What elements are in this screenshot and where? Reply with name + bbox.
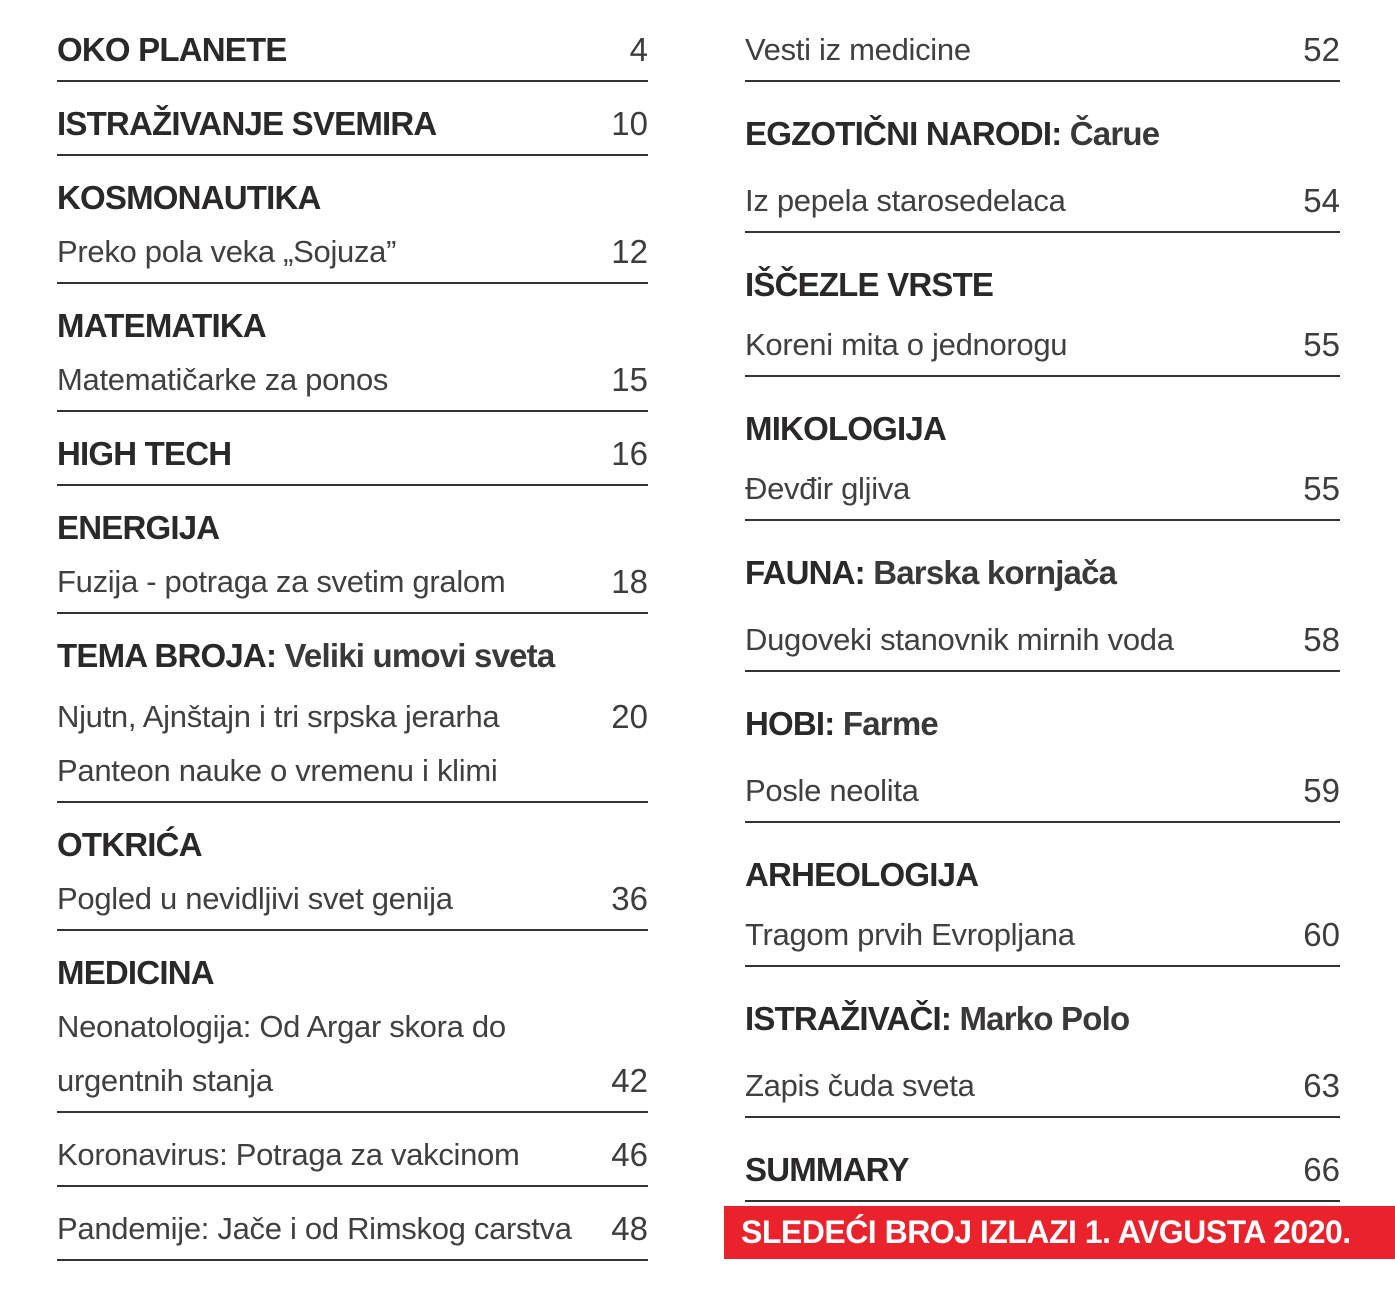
entry-page-number: 36 xyxy=(611,880,648,917)
toc-entry xyxy=(57,358,648,412)
toc-section-header xyxy=(57,823,648,867)
entry-title: Neonatologija: Od Argar skora do xyxy=(57,1009,506,1044)
entry-title: MIKOLOGIJA xyxy=(745,410,947,447)
entry-page-number: 55 xyxy=(1303,470,1340,507)
next-issue-banner-text: SLEDEĆI BROJ IZLAZI 1. AVGUSTA 2020. xyxy=(741,1214,1351,1250)
toc-section-header xyxy=(745,702,1340,753)
toc-section-header xyxy=(57,506,648,550)
toc-entry xyxy=(57,1005,648,1049)
entry-page-number: 4 xyxy=(629,31,648,68)
entry-page-number: 20 xyxy=(611,698,648,735)
toc-section-header xyxy=(57,102,648,156)
entry-title: Pogled u nevidljivi svet genija xyxy=(57,881,453,916)
toc-entry xyxy=(745,618,1340,672)
entry-title: HIGH TECH xyxy=(57,435,232,472)
entry-page-number: 52 xyxy=(1303,31,1340,68)
toc-entry xyxy=(57,1207,648,1261)
entry-page-number: 12 xyxy=(611,233,648,270)
entry-topic-label: Farme xyxy=(834,705,938,742)
entry-title: OTKRIĆA xyxy=(57,826,202,863)
entry-title: IŠČEZLE VRSTE xyxy=(745,266,994,303)
entry-title: Dugoveki stanovnik mirnih voda xyxy=(745,622,1174,657)
next-issue-banner xyxy=(724,1206,1395,1259)
entry-title: Iz pepela starosedelaca xyxy=(745,183,1066,218)
entry-category-label: FAUNA: xyxy=(745,554,865,591)
toc-section-header xyxy=(745,263,1340,307)
toc-section-header xyxy=(57,28,648,82)
entry-topic-label: Marko Polo xyxy=(951,1000,1130,1037)
entry-page-number: 59 xyxy=(1303,772,1340,809)
entry-title: Preko pola veka „Sojuza” xyxy=(57,234,397,269)
entry-title: SUMMARY xyxy=(745,1151,909,1188)
toc-entry xyxy=(745,769,1340,823)
toc-column-right xyxy=(745,28,1340,1202)
toc-entry xyxy=(745,179,1340,233)
toc-entry xyxy=(745,28,1340,82)
entry-topic-label: Veliki umovi sveta xyxy=(276,637,555,674)
entry-title: Vesti iz medicine xyxy=(745,32,971,67)
entry-page-number: 46 xyxy=(611,1136,648,1173)
entry-title: Matematičarke za ponos xyxy=(57,362,389,397)
entry-title: OKO PLANETE xyxy=(57,31,287,68)
entry-page-number: 15 xyxy=(611,361,648,398)
entry-title: MEDICINA xyxy=(57,954,214,991)
entry-title: urgentnih stanja xyxy=(57,1063,273,1098)
toc-column-left xyxy=(57,28,648,1261)
entry-topic-label: Barska kornjača xyxy=(864,554,1117,591)
toc-entry xyxy=(57,1133,648,1187)
entry-title: Fuzija - potraga za svetim gralom xyxy=(57,564,506,599)
toc-section-header xyxy=(745,551,1340,602)
entry-title: Posle neolita xyxy=(745,773,919,808)
entry-category-label: ISTRAŽIVAČI: xyxy=(745,1000,952,1037)
entry-title: KOSMONAUTIKA xyxy=(57,179,321,216)
entry-page-number: 48 xyxy=(611,1210,648,1247)
toc-section-header xyxy=(745,997,1340,1048)
toc-section-header xyxy=(57,634,648,685)
toc-section-header xyxy=(57,432,648,486)
entry-page-number: 60 xyxy=(1303,916,1340,953)
entry-title: Đevđir gljiva xyxy=(745,471,910,506)
toc-section-header xyxy=(57,176,648,220)
entry-page-number: 16 xyxy=(611,435,648,472)
toc-section-header xyxy=(57,304,648,348)
entry-title: ISTRAŽIVANJE SVEMIRA xyxy=(57,105,437,142)
entry-page-number: 58 xyxy=(1303,621,1340,658)
toc-entry xyxy=(745,1064,1340,1118)
entry-page-number: 66 xyxy=(1303,1151,1340,1188)
entry-title: Pandemije: Jače i od Rimskog carstva xyxy=(57,1211,572,1246)
entry-page-number: 63 xyxy=(1303,1067,1340,1104)
entry-title: ARHEOLOGIJA xyxy=(745,856,979,893)
toc-entry xyxy=(57,230,648,284)
entry-title xyxy=(745,997,1129,1048)
entry-category-label: EGZOTIČNI NARODI: xyxy=(745,115,1062,152)
toc-entry xyxy=(57,749,648,803)
entry-title xyxy=(745,702,938,753)
toc-entry xyxy=(745,467,1340,521)
entry-category-label: HOBI: xyxy=(745,705,835,742)
entry-title: ENERGIJA xyxy=(57,509,220,546)
entry-title: Panteon nauke o vremenu i klimi xyxy=(57,753,498,788)
entry-title: Tragom prvih Evropljana xyxy=(745,917,1075,952)
entry-category-label: TEMA BROJA: xyxy=(57,637,277,674)
entry-title: Koronavirus: Potraga za vakcinom xyxy=(57,1137,520,1172)
entry-title: Njutn, Ajnštajn i tri srpska jerarha xyxy=(57,699,500,734)
toc-section-header xyxy=(745,1148,1340,1202)
toc-section-header xyxy=(57,951,648,995)
entry-title: Zapis čuda sveta xyxy=(745,1068,975,1103)
toc-entry xyxy=(745,913,1340,967)
entry-title xyxy=(745,112,1159,163)
entry-title xyxy=(745,551,1116,602)
entry-title xyxy=(57,634,554,685)
entry-page-number: 10 xyxy=(611,105,648,142)
toc-entry xyxy=(57,695,648,739)
toc-section-header xyxy=(745,853,1340,897)
entry-page-number: 18 xyxy=(611,563,648,600)
entry-topic-label: Čarue xyxy=(1061,115,1160,152)
entry-title: Koreni mita o jednorogu xyxy=(745,327,1068,362)
toc-entry xyxy=(57,1059,648,1113)
toc-entry xyxy=(745,323,1340,377)
entry-title: MATEMATIKA xyxy=(57,307,266,344)
entry-page-number: 55 xyxy=(1303,326,1340,363)
toc-entry xyxy=(57,877,648,931)
entry-page-number: 54 xyxy=(1303,182,1340,219)
entry-page-number: 42 xyxy=(611,1062,648,1099)
toc-entry xyxy=(57,560,648,614)
toc-section-header xyxy=(745,407,1340,451)
toc-section-header xyxy=(745,112,1340,163)
